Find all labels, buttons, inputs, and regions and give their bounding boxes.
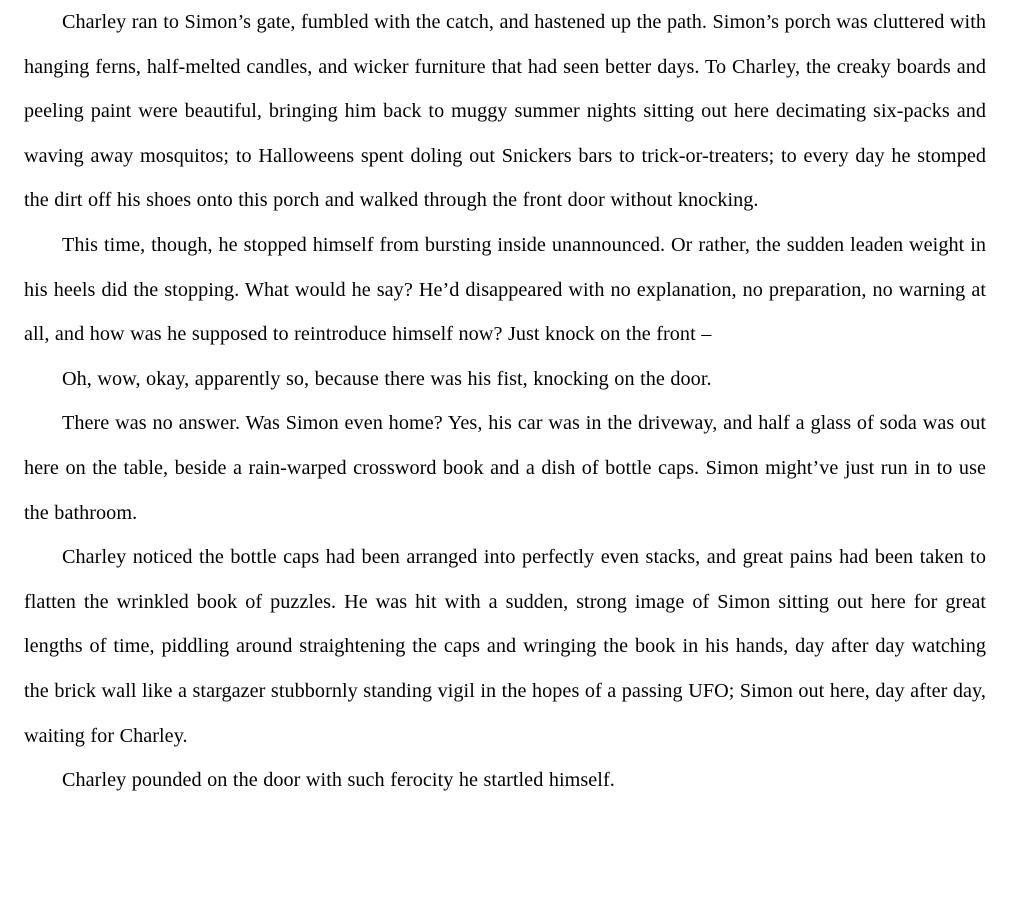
- paragraph-5: Charley noticed the bottle caps had been arranged into perfectly even stacks, and great pains had been taken to flatten the wrinkled book of puzzles. He was hit with a sudden, strong image of Simon sitting out here for great lengths of time, piddling around straightening the caps and wringing the book in his hands, day after day watching the brick wall like a stargazer stubbornly standing vigil in the hopes of a passing UFO; Simon out here, day after day, waiting for Charley.: [24, 546, 986, 747]
- paragraph-1: Charley ran to Simon’s gate, fumbled with the catch, and hastened up the path. Simon’s porch was cluttered with hanging ferns, half-melted candles, and wicker furniture that had seen better days. To Charley, the creaky boards and peeling paint were beautiful, bringing him back to muggy summer nights sitting out here decimating six-packs and waving away mosquitos; to Halloweens spent doling out Snickers bars to trick-or-treaters; to every day he stomped the dirt off his shoes onto this porch and walked through the front door without knocking.: [24, 11, 986, 212]
- paragraph-6: Charley pounded on the door with such ferocity he startled himself.: [62, 769, 615, 792]
- paragraph-4: There was no answer. Was Simon even home? Yes, his car was in the driveway, and half a glass of soda was out here on the table, beside a rain-warped crossword book and a dish of bottle caps. Simon might’ve just run in to use the bathroom.: [24, 412, 986, 524]
- document-page: [24, 0, 986, 803]
- paragraph-2: This time, though, he stopped himself from bursting inside unannounced. Or rather, the sudden leaden weight in his heels did the stopping. What would he say? He’d disappeared with no explanation, no preparation, no warning at all, and how was he supposed to reintroduce himself now? Just knock on the front –: [24, 233, 986, 346]
- paragraph-3: Oh, wow, okay, apparently so, because there was his fist, knocking on the door.: [62, 367, 712, 390]
